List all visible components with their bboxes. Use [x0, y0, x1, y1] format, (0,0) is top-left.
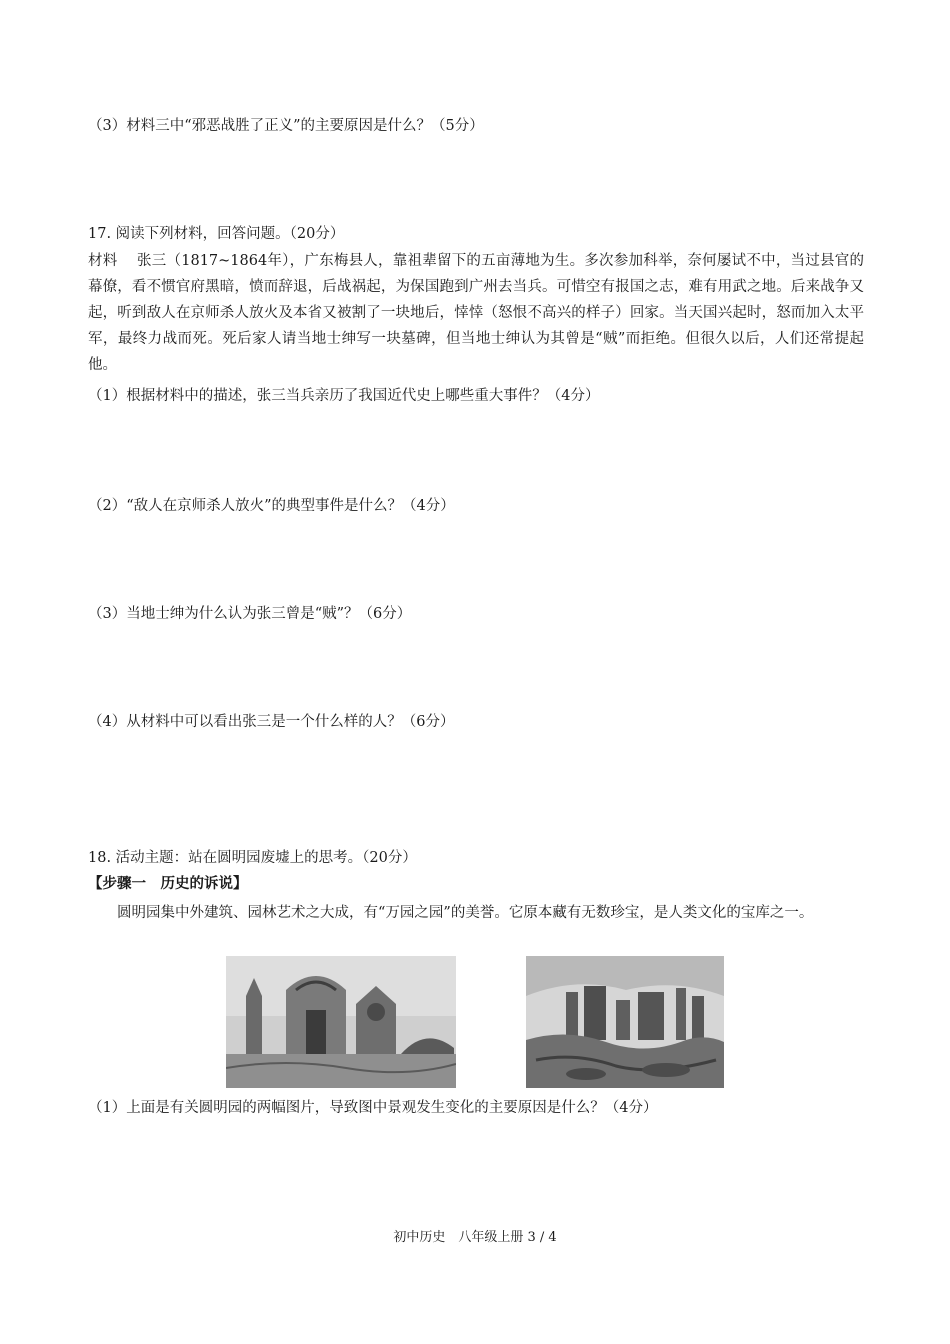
question-18-intro: 圆明园集中外建筑、园林艺术之大成，有“万园之园”的美誉。它原本藏有无数珍宝，是人类文化的宝库之一。	[117, 905, 814, 921]
step-1-heading: 【步骤一 历史的诉说】	[88, 875, 248, 892]
yuanmingyuan-ruins-photo	[526, 956, 724, 1088]
yuanmingyuan-photos	[226, 956, 724, 1088]
question-18-header: 18. 活动主题：站在圆明园废墟上的思考。（20分）	[88, 850, 417, 866]
question-17-material: 材料 张三（1817~1864年），广东梅县人，靠祖辈留下的五亩薄地为生。多次参加科举，奈何屡试不中，当过县官的幕僚，看不惯官府黑暗，愤而辞退，后战祸起，为保国跑到广州去当兵。可惜空有报国之志，难有用武之地。后来战争又起，听到敌人在京师杀人放火及本省又被割了一块地后，悻悻（怒恨不高兴的样子）回家。当天国兴起时，怒而加入太平军，最终力战而死。死后家人请当地士绅写一块墓碑，但当地士绅认为其曾是“贼”而拒绝。但很久以后，人们还常提起他。	[88, 253, 864, 373]
question-17-2: （2）“敌人在京师杀人放火”的典型事件是什么？（4分）	[88, 498, 455, 514]
question-17-1: （1）根据材料中的描述，张三当兵亲历了我国近代史上哪些重大事件？（4分）	[88, 388, 600, 404]
question-17-header: 17. 阅读下列材料，回答问题。（20分）	[88, 226, 345, 242]
question-16-3: （3）材料三中“邪恶战胜了正义”的主要原因是什么？（5分）	[88, 118, 484, 134]
question-17-4: （4）从材料中可以看出张三是一个什么样的人？（6分）	[88, 714, 455, 730]
page-footer: 初中历史 八年级上册 3 / 4	[393, 1230, 557, 1245]
yuanmingyuan-before-photo	[226, 956, 456, 1088]
question-17-3: （3）当地士绅为什么认为张三曾是“贼”？（6分）	[88, 606, 412, 622]
question-18-1: （1）上面是有关圆明园的两幅图片，导致图中景观发生变化的主要原因是什么？（4分）	[88, 1100, 658, 1116]
